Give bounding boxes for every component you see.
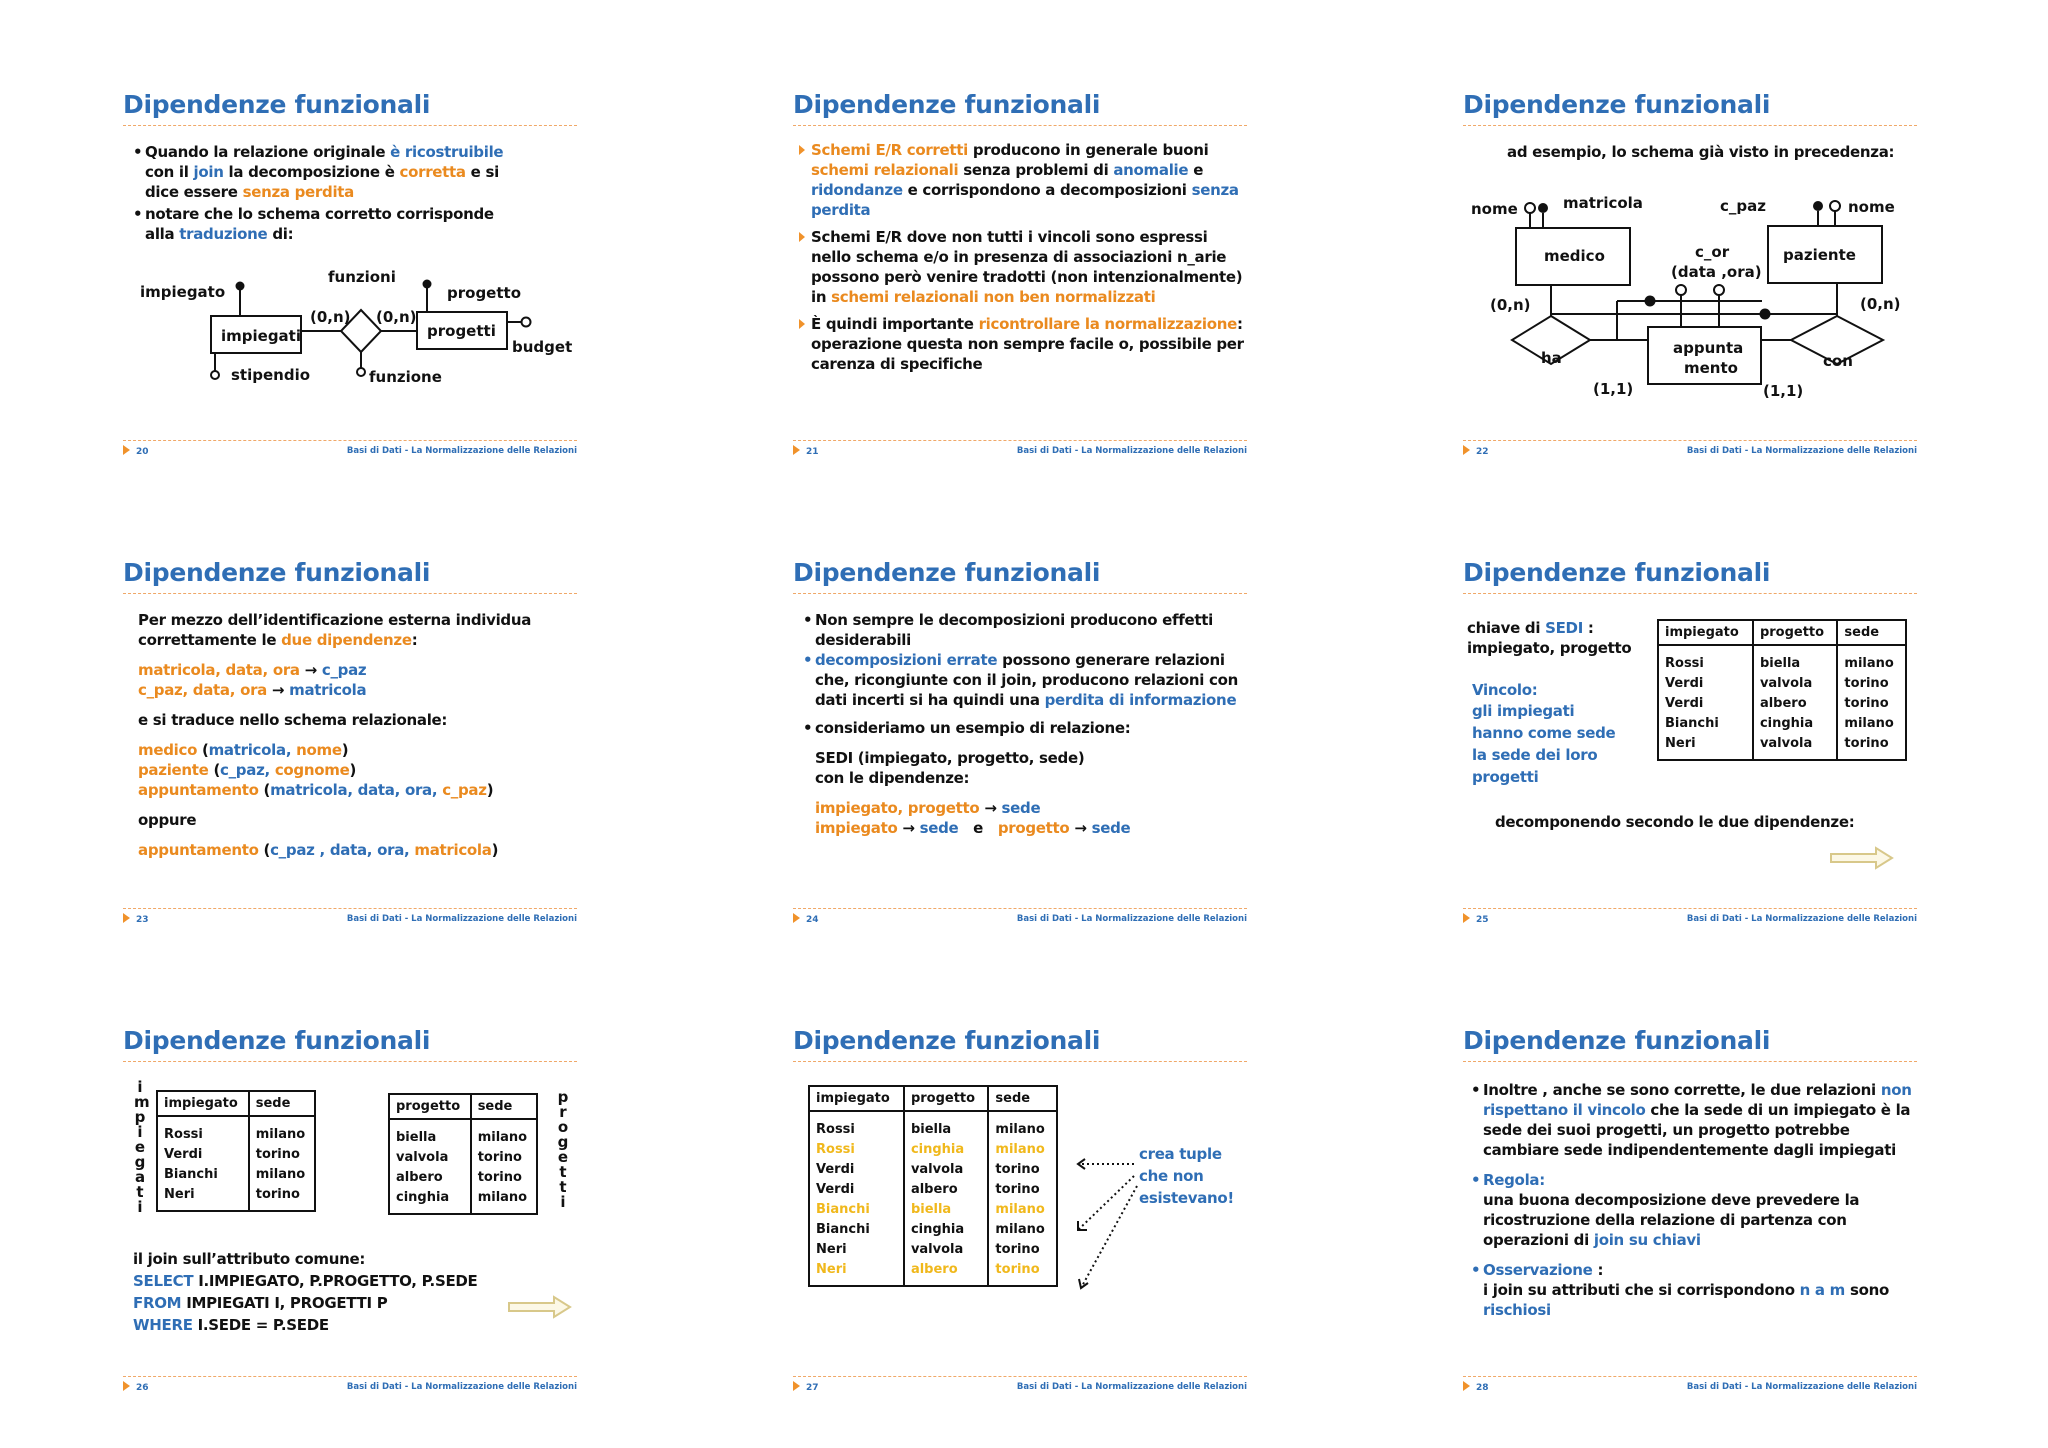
- triangle-icon: [793, 445, 800, 455]
- slide-body: • Inoltre , anche se sono corrette, le due relazioni non rispettano il vincolo che la sede di un impiegato è la sede dei suoi progetti, un progetto potrebbe cambiare sede indipendentemente dagli impiegati • Regola: una buona decomposizione deve prevedere la ricostruzione della relazione di partenza con operazioni di join su chiavi • Osservazione : i join su attributi che si corrispondono n a m sono rischiosi: [1471, 1080, 1921, 1320]
- svg-text:(data ,ora): (data ,ora): [1671, 263, 1762, 281]
- slide-title: Dipendenze funzionali: [793, 1026, 1101, 1055]
- vincolo-text: gli impiegati hanno come sede la sede dei loro progetti: [1472, 702, 1616, 786]
- slide-number: 27: [793, 1381, 819, 1393]
- svg-text:funzione: funzione: [369, 368, 442, 386]
- slide-21: [767, 72, 1287, 457]
- bullet: • decomposizioni errate possono generare relazioni che, ricongiunte con il join, producono relazioni con dati incerti si ha quindi una perdita di informazione: [803, 650, 1253, 710]
- svg-text:appunta: appunta: [1673, 339, 1744, 357]
- svg-text:stipendio: stipendio: [231, 366, 311, 384]
- footer-text: Basi di Dati - La Normalizzazione delle Relazioni: [1016, 1382, 1247, 1392]
- slide-title: Dipendenze funzionali: [123, 558, 431, 587]
- slide-number: 21: [793, 445, 819, 457]
- footer-text: Basi di Dati - La Normalizzazione delle Relazioni: [1016, 446, 1247, 456]
- bullet: • Inoltre , anche se sono corrette, le due relazioni non rispettano il vincolo che la sede di un impiegato è la sede dei suoi progetti, un progetto potrebbe cambiare sede indipendentemente dagli impiegati: [1471, 1080, 1921, 1160]
- svg-text:funzioni: funzioni: [328, 268, 396, 286]
- footer-text: Basi di Dati - La Normalizzazione delle Relazioni: [1016, 914, 1247, 924]
- sql-line: FROM IMPIEGATI I, PROGETTI P: [133, 1294, 388, 1312]
- key-dot: [423, 280, 432, 289]
- slide-number: 23: [123, 913, 149, 925]
- bullet: • Non sempre le decomposizioni producono effetti desiderabili: [803, 610, 1253, 650]
- slide-22: [1437, 72, 1957, 457]
- svg-text:(1,1): (1,1): [1763, 382, 1804, 400]
- triangle-icon: [1463, 913, 1470, 923]
- slide-body: Per mezzo dell’identificazione esterna individua correttamente le due dipendenze: matricola, data, ora → c_paz c_paz, data, ora → matricola e si traduce nello schema relazionale: medico (matricola, nome) paziente (c_paz, cognome) appuntamento (matricola, data, ora, c_paz) oppure appuntamento (c_paz , data, ora, matricola): [138, 610, 538, 860]
- svg-text:(1,1): (1,1): [1593, 380, 1634, 398]
- slide-title: Dipendenze funzionali: [793, 90, 1101, 119]
- table-row: Rossi biella milano: [809, 1111, 1057, 1140]
- slide-number: 20: [123, 445, 149, 457]
- svg-text:(0,n): (0,n): [1860, 295, 1901, 313]
- vertical-label-progetti: progetti: [557, 1088, 569, 1211]
- svg-text:(0,n): (0,n): [1490, 296, 1531, 314]
- table-row: Neri albero torino: [809, 1260, 1057, 1286]
- svg-text:(0,n): (0,n): [376, 308, 417, 326]
- sedi-table: impiegato progetto sede Rossi biella milano Verdi valvola torino Verdi albero torino Bianchi cinghia milano Neri valvola torino: [1657, 619, 1907, 761]
- svg-text:nome: nome: [1471, 200, 1518, 218]
- annotation: crea tuple che non esistevano!: [1139, 1145, 1234, 1207]
- relation: medico (matricola, nome): [138, 741, 349, 759]
- label-impiegato: impiegato: [140, 283, 226, 301]
- bullet: È quindi importante ricontrollare la normalizzazione: operazione questa non sempre facile o, possibile per carenza di specifiche: [799, 314, 1247, 374]
- slide-number: 26: [123, 1381, 149, 1393]
- svg-text:impiegati: impiegati: [221, 327, 301, 345]
- footer-divider: [123, 440, 577, 441]
- sql-block: il join sull’attributo comune: SELECT I.IMPIEGATO, P.PROGETTO, P.SEDE FROM IMPIEGATI I, PROGETTI P WHERE I.SEDE = P.SEDE: [133, 1248, 493, 1336]
- triangle-icon: [123, 445, 130, 455]
- slide-title: Dipendenze funzionali: [1463, 90, 1771, 119]
- slide-24: [767, 540, 1287, 925]
- slide-intro: ad esempio, lo schema già visto in precedenza:: [1507, 143, 1895, 161]
- svg-text:c_paz: c_paz: [1720, 197, 1766, 215]
- next-arrow-icon[interactable]: [508, 1295, 572, 1319]
- svg-text:con: con: [1823, 352, 1853, 370]
- bullet: • Quando la relazione originale è ricostruibile con il join la decomposizione è corretta e si dice essere senza perdita: [133, 142, 528, 202]
- table-row: Rossi cinghia milano: [809, 1140, 1057, 1160]
- triangle-icon: [123, 913, 130, 923]
- slide-title: Dipendenze funzionali: [1463, 1026, 1771, 1055]
- key-dot: [236, 282, 245, 291]
- er-diagram: [1437, 72, 1957, 452]
- sql-line: WHERE I.SEDE = P.SEDE: [133, 1316, 329, 1334]
- triangle-icon: [1463, 1381, 1470, 1391]
- triangle-icon: [123, 1381, 130, 1391]
- svg-text:nome: nome: [1848, 198, 1895, 216]
- slide-body: [799, 140, 1247, 374]
- er-diagram: [97, 72, 617, 452]
- progetti-table: progetto sede biella milano valvola torino albero torino cinghia milano: [388, 1093, 538, 1215]
- table-row: Bianchi cinghia milano: [809, 1220, 1057, 1240]
- triangle-icon: [793, 913, 800, 923]
- svg-text:budget: budget: [512, 338, 573, 356]
- svg-text:c_or: c_or: [1695, 243, 1730, 261]
- svg-text:medico: medico: [1544, 247, 1605, 265]
- decomp-text: decomponendo secondo le due dipendenze:: [1495, 813, 1855, 831]
- bullet: • notare che lo schema corretto corrisponde alla traduzione di:: [133, 204, 528, 244]
- slide-title: Dipendenze funzionali: [123, 90, 431, 119]
- slide-number: 22: [1463, 445, 1489, 457]
- bullet: Schemi E/R corretti producono in generale buoni schemi relazionali senza problemi di anomalie e ridondanze e corrispondono a decomposizioni senza perdita: [799, 140, 1247, 220]
- slide-body: • Non sempre le decomposizioni producono effetti desiderabili • decomposizioni errate possono generare relazioni che, ricongiunte con il join, producono relazioni con dati incerti si ha quindi una perdita di informazione • consideriamo un esempio di relazione: SEDI (impiegato, progetto, sede) con le dipendenze: impiegato, progetto → sede impiegato → sede e progetto → sede: [803, 610, 1253, 838]
- table-row: Neri valvola torino: [809, 1240, 1057, 1260]
- svg-text:progetti: progetti: [427, 322, 496, 340]
- relation: paziente (c_paz, cognome): [138, 761, 357, 779]
- relation: appuntamento (c_paz , data, ora, matricola): [138, 841, 499, 859]
- triangle-icon: [793, 1381, 800, 1391]
- sql-line: SELECT I.IMPIEGATO, P.PROGETTO, P.SEDE: [133, 1272, 478, 1290]
- vertical-label-impiegati: impiegati: [134, 1078, 150, 1216]
- slide-23: [97, 540, 617, 925]
- svg-text:matricola: matricola: [1563, 194, 1643, 212]
- slide-27: [767, 1008, 1287, 1393]
- footer-text: Basi di Dati - La Normalizzazione delle Relazioni: [346, 1382, 577, 1392]
- key-text: chiave di SEDI : impiegato, progetto Vincolo: gli impiegati hanno come sede la sede dei loro progetti: [1467, 619, 1632, 786]
- svg-text:ha: ha: [1541, 349, 1562, 367]
- dependency: impiegato, progetto → sede: [815, 799, 1041, 817]
- next-arrow-icon[interactable]: [1830, 846, 1894, 870]
- bullet: • Osservazione :: [1471, 1260, 1921, 1280]
- svg-text:(0,n): (0,n): [310, 308, 351, 326]
- footer-text: Basi di Dati - La Normalizzazione delle Relazioni: [346, 446, 577, 456]
- slide-20: [97, 72, 617, 457]
- slide-title: Dipendenze funzionali: [793, 558, 1101, 587]
- slide-title: Dipendenze funzionali: [1463, 558, 1771, 587]
- dependency: impiegato → sede e progetto → sede: [815, 819, 1131, 837]
- dependency: matricola, data, ora → c_paz: [138, 661, 367, 679]
- slide-title: Dipendenze funzionali: [123, 1026, 431, 1055]
- svg-text:mento: mento: [1684, 359, 1738, 377]
- bullet: Schemi E/R dove non tutti i vincoli sono espressi nello schema e/o in presenza di associazioni n_arie possono però venire tradotti (non intenzionalmente) in schemi relazionali non ben normalizzati: [799, 227, 1247, 307]
- slide-number: 25: [1463, 913, 1489, 925]
- footer-text: Basi di Dati - La Normalizzazione delle Relazioni: [1686, 914, 1917, 924]
- svg-text:progetto: progetto: [447, 284, 521, 302]
- relation: appuntamento (matricola, data, ora, c_paz): [138, 781, 494, 799]
- footer-text: Basi di Dati - La Normalizzazione delle Relazioni: [346, 914, 577, 924]
- slide-number: 24: [793, 913, 819, 925]
- bullet: • Regola:: [1471, 1170, 1921, 1190]
- svg-text:paziente: paziente: [1783, 246, 1856, 264]
- table-row: Bianchi biella milano: [809, 1200, 1057, 1220]
- dependency: c_paz, data, ora → matricola: [138, 681, 367, 699]
- footer-text: Basi di Dati - La Normalizzazione delle Relazioni: [1686, 446, 1917, 456]
- bullet: • consideriamo un esempio di relazione:: [803, 718, 1253, 738]
- join-result-table: impiegato progetto sede Rossi biella milano Rossi cinghia milano Verdi valvola torino Verdi albero torino Bianchi biella milano Bianchi cinghia milano Neri valvola torino Neri albero torino: [808, 1085, 1058, 1287]
- table-row: Verdi albero torino: [809, 1180, 1057, 1200]
- footer-text: Basi di Dati - La Normalizzazione delle Relazioni: [1686, 1382, 1917, 1392]
- triangle-icon: [1463, 445, 1470, 455]
- slide-26: [97, 1008, 617, 1393]
- slide-number: 28: [1463, 1381, 1489, 1393]
- table-row: Verdi valvola torino: [809, 1160, 1057, 1180]
- impiegati-table: impiegato sede Rossi milano Verdi torino Bianchi milano Neri torino: [156, 1090, 316, 1212]
- slide-25: [1437, 540, 1957, 925]
- slide-28: [1437, 1008, 1957, 1393]
